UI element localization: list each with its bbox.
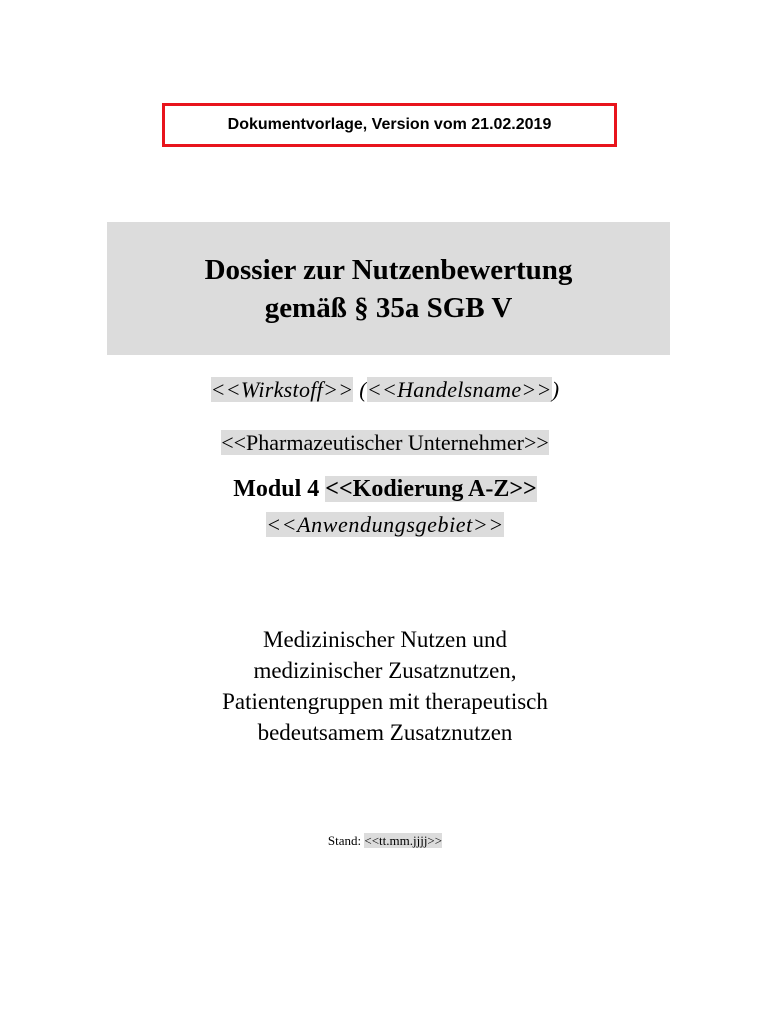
title-line-1: Dossier zur Nutzenbewertung	[204, 253, 573, 286]
modul-prefix: Modul 4	[233, 476, 326, 502]
unternehmer-line	[0, 430, 770, 456]
version-notice-text: Dokumentvorlage, Version vom 21.02.2019	[227, 116, 552, 133]
module-subtitle	[0, 624, 770, 748]
title-line-2: gemäß § 35a SGB V	[264, 291, 513, 324]
handelsname-placeholder: <<Handelsname>>	[366, 377, 552, 402]
unternehmer-placeholder: <<Pharmazeutischer Unternehmer>>	[221, 430, 549, 455]
wirkstoff-line	[0, 377, 770, 403]
subtitle-line-4: bedeutsamem Zusatznutzen	[257, 720, 513, 745]
subtitle-line-2: medizinischer Zusatznutzen,	[253, 658, 517, 683]
handelsname-close-paren: )	[551, 377, 560, 402]
title-block	[107, 222, 670, 355]
handelsname-open-paren: (	[359, 377, 367, 402]
stand-date-placeholder: <<tt.mm.jjjj>>	[364, 833, 443, 848]
modul-line	[0, 476, 770, 503]
wirkstoff-placeholder: <<Wirkstoff>>	[210, 377, 354, 402]
subtitle-line-1: Medizinischer Nutzen und	[263, 627, 507, 652]
stand-label: Stand:	[327, 833, 365, 848]
version-notice-box	[162, 103, 617, 147]
kodierung-placeholder: <<Kodierung A-Z>>	[325, 476, 537, 502]
stand-line	[0, 833, 770, 849]
anwendungsgebiet-placeholder: <<Anwendungsgebiet>>	[266, 512, 504, 537]
subtitle-line-3: Patientengruppen mit therapeutisch	[222, 689, 548, 714]
anwendungsgebiet-line	[0, 512, 770, 538]
